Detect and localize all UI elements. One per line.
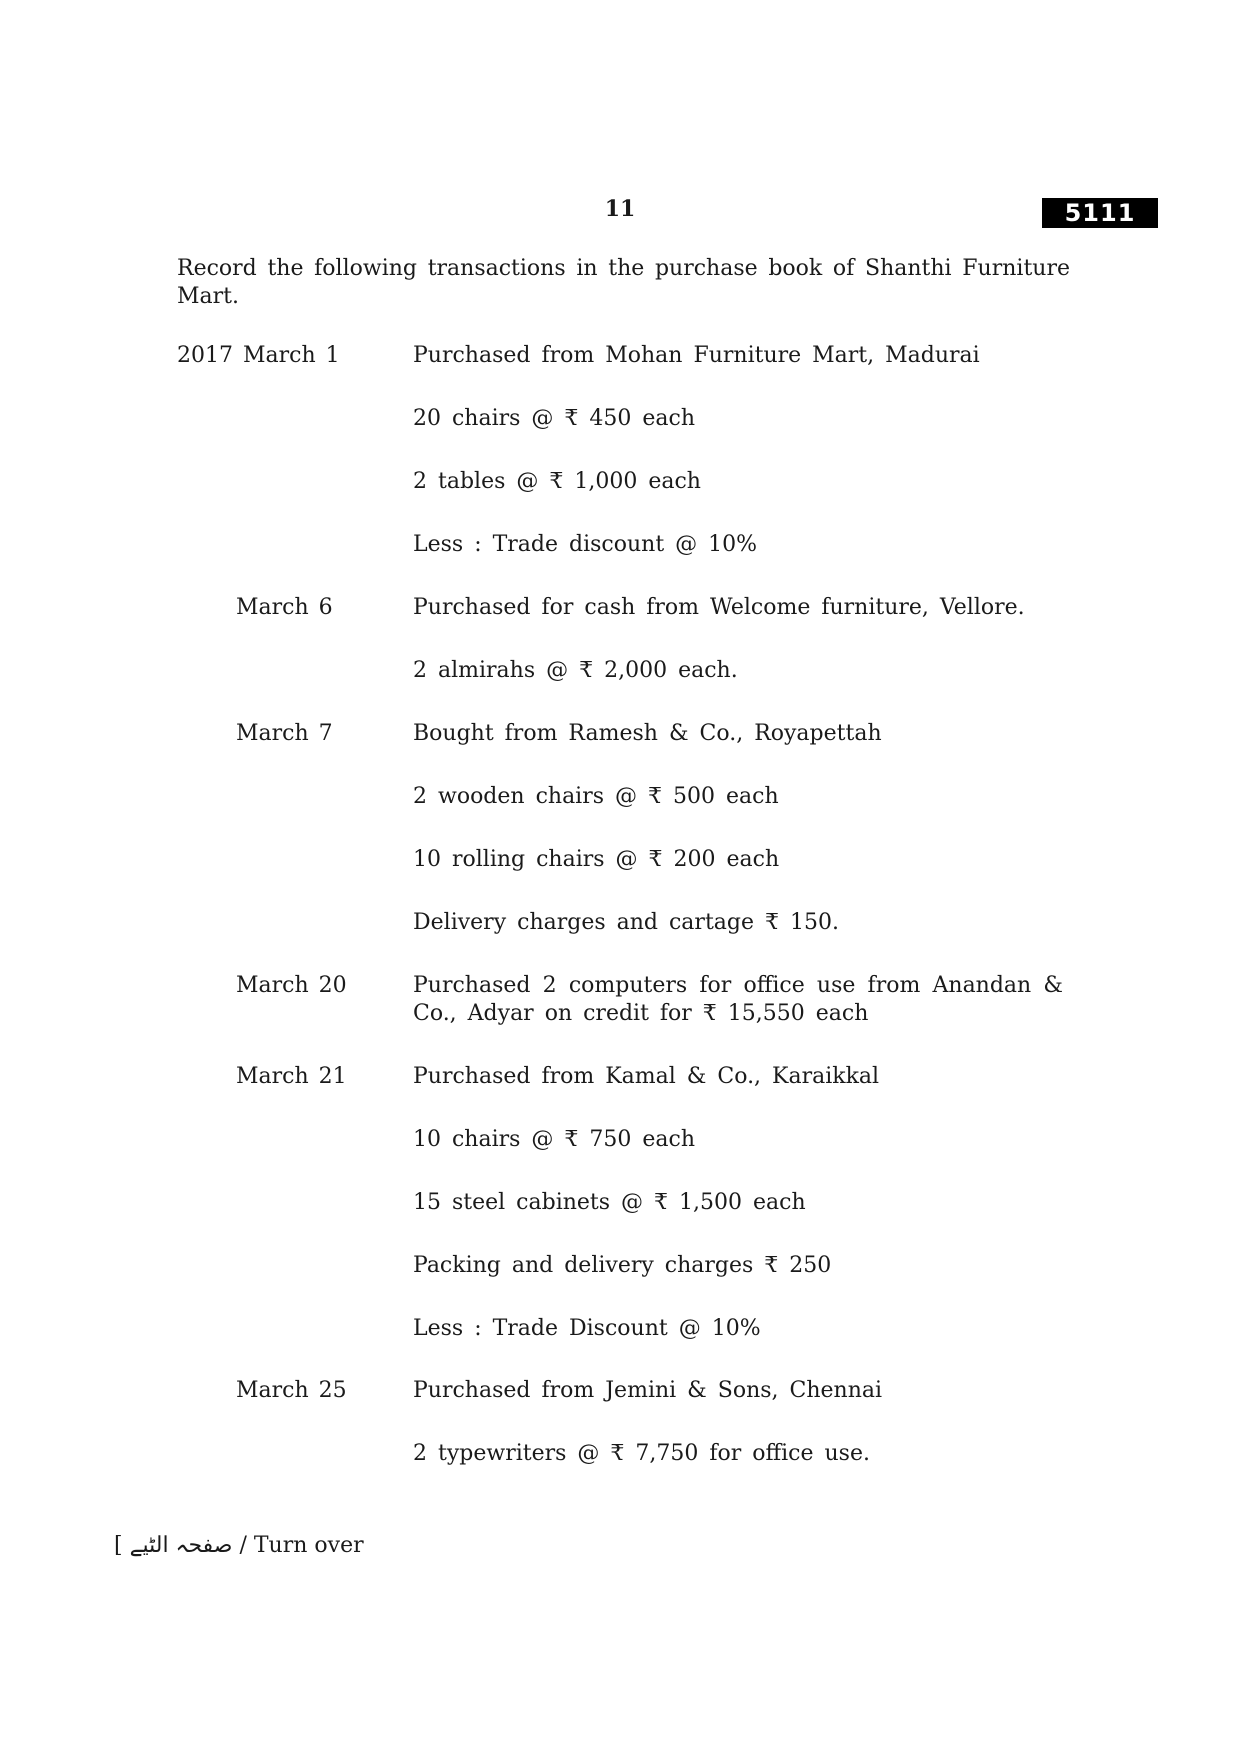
transaction-date: 2017 March 1 [177, 343, 340, 368]
turn-over-footer: [ صفحہ الٹیے / Turn over [114, 1533, 364, 1558]
paper-code-badge: 5111 [1042, 198, 1158, 228]
transaction-line: 2 wooden chairs @ ₹ 500 each [413, 784, 779, 809]
transaction-line: Purchased from Mohan Furniture Mart, Madurai [413, 343, 980, 368]
transaction-line: 10 chairs @ ₹ 750 each [413, 1127, 696, 1152]
question-text: Record the following transactions in the purchase book of Shanthi Furniture Mart. [177, 256, 1070, 309]
transaction-line: Purchased for cash from Welcome furniture, Vellore. [413, 595, 1025, 620]
transaction-line: 15 steel cabinets @ ₹ 1,500 each [413, 1190, 806, 1215]
transaction-date: March 7 [236, 721, 333, 746]
transaction-line: Purchased from Jemini & Sons, Chennai [413, 1378, 883, 1403]
transaction-date: March 25 [236, 1378, 347, 1403]
page-number: 11 [604, 196, 636, 222]
transaction-line: Purchased 2 computers for office use from Anandan & Co., Adyar on credit for ₹ 15,550 each [413, 973, 1063, 1026]
transaction-line: Less : Trade discount @ 10% [413, 532, 758, 557]
transaction-line: Less : Trade Discount @ 10% [413, 1316, 761, 1341]
transaction-line: 2 almirahs @ ₹ 2,000 each. [413, 658, 738, 683]
transaction-date: March 21 [236, 1064, 347, 1089]
transaction-line: 2 typewriters @ ₹ 7,750 for office use. [413, 1441, 870, 1466]
transaction-line: Bought from Ramesh & Co., Royapettah [413, 721, 882, 746]
transaction-line: 2 tables @ ₹ 1,000 each [413, 469, 701, 494]
transaction-line: Purchased from Kamal & Co., Karaikkal [413, 1064, 880, 1089]
transaction-line: 10 rolling chairs @ ₹ 200 each [413, 847, 780, 872]
transaction-line: 20 chairs @ ₹ 450 each [413, 406, 696, 431]
transaction-line: Delivery charges and cartage ₹ 150. [413, 910, 839, 935]
transaction-date: March 20 [236, 973, 347, 998]
transaction-line: Packing and delivery charges ₹ 250 [413, 1253, 832, 1278]
transaction-date: March 6 [236, 595, 333, 620]
